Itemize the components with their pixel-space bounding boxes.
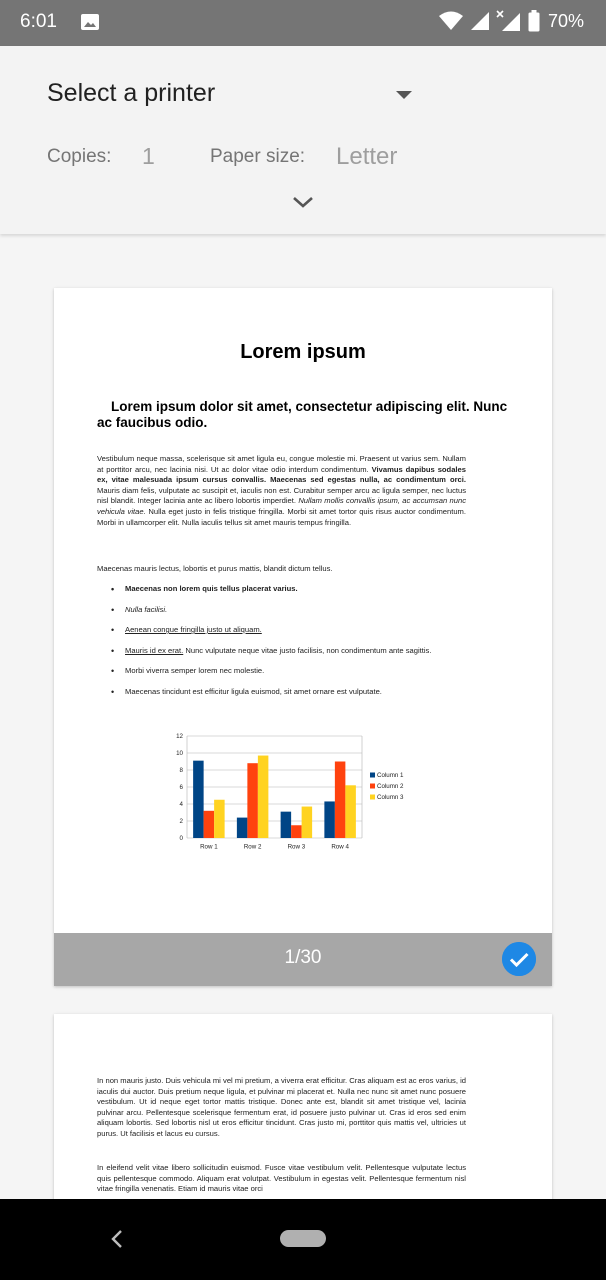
document-paragraph: Vestibulum neque massa, scelerisque sit amet ligula eu, congue molestie mi. Praesent ut varius sem. Nullam at porttitor arcu, nec lacinia nisi. Ut ac dolor vitae odio interdum condimentum. Vivamus dapibus sodales ex, vitae malesuada ipsum cursus convallis. Maecenas sed egestas nulla, ac condimentum orci. Mauris diam felis, vulputate ac suscipit et, iaculis non est. Curabitur semper arcu ac ligula semper, nec luctus nisl blandit. Integer lacinia ante ac libero lobortis imperdiet. Nullam mollis convallis ipsum, ac accumsan nunc vehicula vitae. Nulla eget justo in felis tristique fringilla. Morbi sit amet tortor quis risus auctor condimentum. Morbi in ullamcorper elit. Nulla iaculis tellus sit amet mauris tempus fringilla. (97, 454, 467, 527)
link-text: Mauris id ex erat. (125, 645, 184, 655)
y-tick-label: 12 (176, 733, 183, 741)
printer-select-label[interactable]: Select a printer (47, 79, 216, 107)
legend-swatch (370, 773, 375, 778)
list-item (97, 625, 466, 636)
wifi-icon (438, 11, 464, 31)
bullet-list (97, 584, 466, 707)
back-icon[interactable] (108, 1229, 126, 1249)
signal-icon (470, 11, 490, 31)
page-indicator: 1/30 (284, 947, 322, 968)
y-tick-label: 8 (179, 767, 183, 775)
bar (335, 762, 346, 839)
legend-swatch (370, 784, 375, 789)
bar (204, 811, 215, 838)
list-item: • Mauris id ex erat. Nunc vulputate neque vitae justo facilisis, non condimentum ante sagittis. (97, 646, 466, 657)
bar (281, 812, 292, 838)
document-title: Lorem ipsum (240, 341, 366, 363)
battery-percent: 70% (547, 10, 584, 31)
legend-label: Column 2 (377, 783, 404, 790)
copies-label: Copies: (47, 146, 112, 167)
legend-label: Column 3 (377, 794, 404, 801)
list-item: • Nulla facilisi. (97, 605, 466, 616)
paper-size-value[interactable]: Letter (336, 143, 398, 170)
y-tick-label: 10 (176, 750, 183, 758)
bar (345, 785, 356, 838)
battery-icon (528, 10, 540, 32)
paper-size-label: Paper size: (210, 146, 306, 167)
document-paragraph: In non mauris justo. Duis vehicula mi vel mi pretium, a viverra erat efficitur. Cras aliquam est ac eros varius, id iaculis dui auctor. Duis pretium neque ligula, et pulvinar mi placerat et. Nulla nec nunc sit amet nunc posuere vestibulum. Ut id neque eget tortor mattis tristique. Donec ante est, blandit sit amet tristique vel, lacinia pulvinar arcu. Pellentesque scelerisque fermentum erat, id posuere justo pulvinar ut. Cras id eros sed enim aliquam lobortis. Sed lobortis nisl ut eros efficitur tincidunt. Cras justo mi, porttitor quis mattis vel, ultricies ut purus. Ut facilisis et lacus eu cursus. (97, 1076, 466, 1138)
bar (237, 818, 248, 838)
y-tick-label: 4 (179, 801, 183, 809)
image-notification-icon (80, 13, 100, 31)
list-item: • Maecenas non lorem quis tellus placerat varius. (97, 584, 466, 595)
bar (302, 807, 313, 838)
bar (247, 763, 258, 838)
x-tick-label: Row 3 (287, 843, 306, 851)
document-subtitle: Lorem ipsum dolor sit amet, consectetur adipiscing elit. Nunc ac faucibus odio. (97, 399, 508, 430)
signal-no-data-icon (496, 10, 522, 32)
page-preview-1[interactable] (54, 288, 552, 986)
home-button[interactable] (280, 1230, 326, 1247)
status-bar (0, 0, 606, 46)
y-tick-label: 6 (179, 784, 183, 792)
checkmark-selected-icon[interactable] (502, 942, 536, 976)
bar (193, 761, 204, 838)
navigation-bar (0, 1199, 606, 1280)
bar (258, 756, 269, 838)
bar (291, 825, 302, 838)
dropdown-arrow-icon[interactable] (396, 91, 412, 99)
link-text: Aenean congue fringilla justo ut aliquam. (125, 625, 262, 634)
legend-swatch (370, 795, 375, 800)
page-preview-2[interactable] (54, 1014, 552, 1214)
bar (214, 800, 225, 838)
copies-value[interactable]: 1 (142, 143, 155, 169)
bar-chart (165, 732, 404, 857)
status-time: 6:01 (20, 11, 57, 32)
expand-chevron-icon[interactable] (291, 194, 315, 210)
y-tick-label: 0 (179, 835, 183, 843)
page-footer (54, 933, 552, 986)
y-tick-label: 2 (179, 818, 183, 826)
document-paragraph: In eleifend velit vitae libero sollicitudin euismod. Fusce vitae vestibulum velit. Pellentesque vulputate lectus quis pellentesque commodo. Aliquam erat volutpat. Vestibulum in egestas velit. Pellentesque fermentum nisl vitae fringilla venenatis. Etiam id mauris vitae orci (97, 1163, 466, 1194)
bar (324, 801, 335, 838)
list-item: • Maecenas tincidunt est efficitur ligula euismod, sit amet ornare est vulputate. (97, 687, 466, 698)
document-paragraph: Maecenas mauris lectus, lobortis et purus mattis, blandit dictum tellus. (97, 564, 333, 573)
x-tick-label: Row 2 (243, 843, 262, 851)
legend-label: Column 1 (377, 772, 404, 779)
list-item: • Morbi viverra semper lorem nec molestie. (97, 666, 466, 677)
x-tick-label: Row 4 (331, 843, 349, 851)
x-tick-label: Row 1 (200, 843, 218, 851)
print-options-panel (0, 46, 606, 234)
